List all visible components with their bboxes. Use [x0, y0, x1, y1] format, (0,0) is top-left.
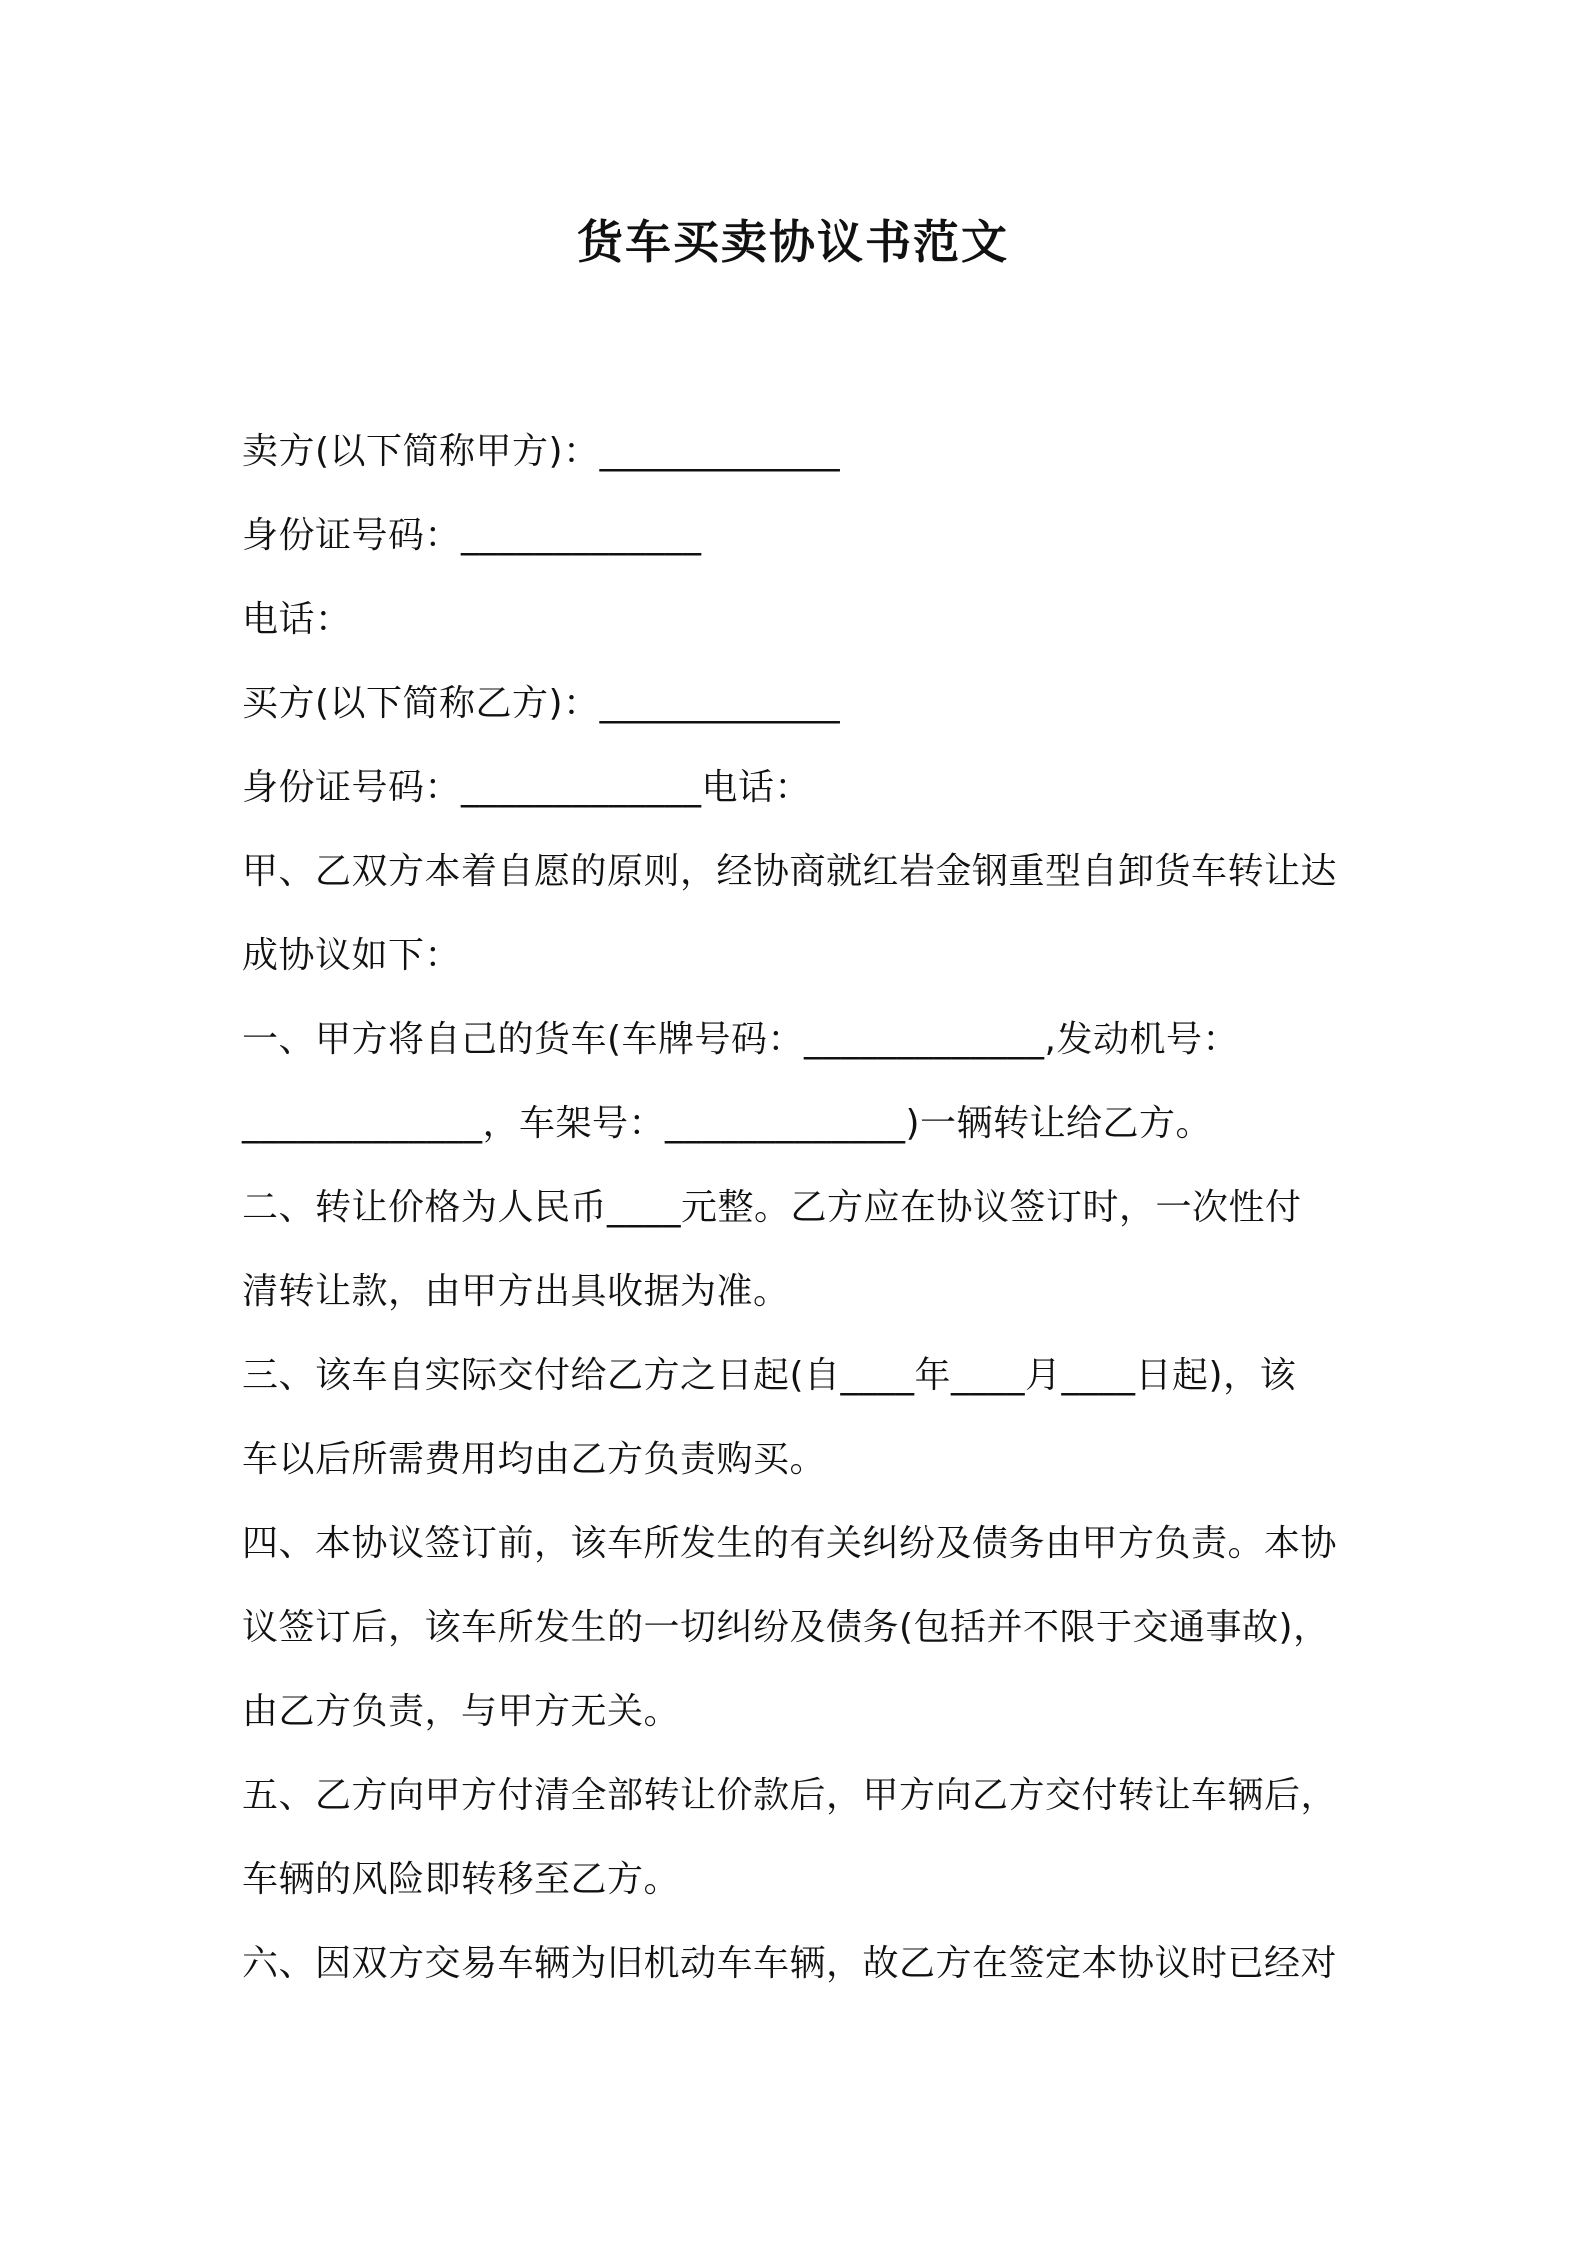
clause-4-line: 议签订后，该车所发生的一切纠纷及债务(包括并不限于交通事故)，: [242, 1607, 1330, 1648]
clause-2-line: 清转让款，由甲方出具收据为准。: [242, 1271, 790, 1312]
clause-4-line: 由乙方负责，与甲方无关。: [242, 1691, 681, 1732]
buyer-name-line: 买方(以下简称乙方)：_____________: [242, 683, 841, 724]
clause-4-line: 四、本协议签订前，该车所发生的有关纠纷及债务由甲方负责。本协: [242, 1523, 1338, 1564]
clause-3-line: 车以后所需费用均由乙方负责购买。: [242, 1439, 827, 1480]
seller-phone-line: 电话：: [242, 599, 352, 640]
clause-1-line: _____________，车架号：_____________)一辆转让给乙方。: [242, 1103, 1213, 1144]
clause-6-line: 六、因双方交易车辆为旧机动车车辆，故乙方在签定本协议时已经对: [242, 1943, 1338, 1984]
preamble-line: 成协议如下：: [242, 935, 462, 976]
clause-5-line: 车辆的风险即转移至乙方。: [242, 1859, 681, 1900]
seller-id-line: 身份证号码：_____________: [242, 515, 702, 556]
seller-name-line: 卖方(以下简称甲方)：_____________: [242, 431, 841, 472]
clause-1-line: 一、甲方将自己的货车(车牌号码：_____________,发动机号：: [242, 1019, 1239, 1060]
document-body: [242, 410, 1362, 2006]
document-title: 货车买卖协议书范文: [577, 215, 1009, 269]
preamble-line: 甲、乙双方本着自愿的原则，经协商就红岩金钢重型自卸货车转让达: [242, 851, 1338, 892]
clause-2-line: 二、转让价格为人民币____元整。乙方应在协议签订时，一次性付: [242, 1187, 1302, 1228]
clause-3-line: 三、该车自实际交付给乙方之日起(自____年____月____日起)，该: [242, 1355, 1297, 1396]
buyer-id-phone-line: 身份证号码：_____________电话：: [242, 767, 812, 808]
clause-5-line: 五、乙方向甲方付清全部转让价款后，甲方向乙方交付转让车辆后，: [242, 1775, 1338, 1816]
